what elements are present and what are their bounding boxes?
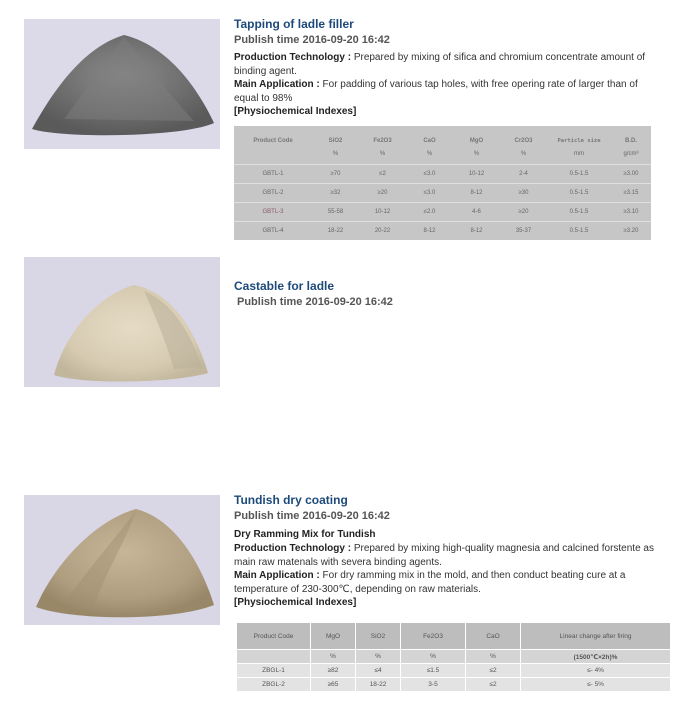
table-cell: ZBGL-2 [237, 678, 311, 692]
table-unit: % [311, 650, 356, 664]
table-header: Product Code [237, 623, 311, 650]
table-cell: 18-22 [327, 228, 344, 234]
main-application [234, 78, 654, 105]
publish-time: Publish time 2016-09-20 16:42 [234, 510, 390, 522]
table-cell: ≥20 [359, 184, 406, 203]
product-image[interactable] [24, 257, 220, 387]
publish-time: Publish time 2016-09-20 16:42 [234, 34, 390, 46]
table-cell: 0.5-1.5 [547, 165, 611, 184]
product-image[interactable] [24, 495, 220, 625]
table-cell: GBTL-1 [234, 165, 312, 184]
table-header: Fe2O3 [401, 623, 466, 650]
indexes-table [236, 622, 671, 692]
table-cell: ZBGL-1 [237, 664, 311, 678]
table-header: SiO2 [328, 137, 343, 144]
product-title[interactable]: Tapping of ladle filler [234, 17, 354, 31]
main-application [234, 569, 654, 596]
table-cell: ≤2 [466, 664, 521, 678]
table-unit: g/cm³ [611, 151, 651, 164]
table-unit: % [401, 650, 466, 664]
production-text: Prepared by mixing of sifica and chromium concentrate amount of binding agent. [234, 52, 646, 77]
table-cell: 10-12 [359, 203, 406, 222]
table-header-row [237, 623, 671, 650]
table-header: SiO2 [356, 623, 401, 650]
table-header: Particle size [557, 137, 601, 144]
table-unit: % [466, 650, 521, 664]
table-unit: % [359, 151, 406, 164]
table-header: Fe2O3 [373, 137, 392, 144]
publish-time: Publish time 2016-09-20 16:42 [237, 296, 393, 308]
table-cell: 0.5-1.5 [547, 184, 611, 203]
table-unit: % [406, 151, 453, 164]
table-unit: (1500℃×2h)% [521, 650, 671, 664]
product-title[interactable]: Tundish dry coating [234, 493, 348, 507]
table-header: CaO [466, 623, 521, 650]
table-cell: 8-12 [423, 228, 436, 234]
table-cell: ≥82 [311, 664, 356, 678]
table-cell: ≥70 [312, 165, 359, 184]
production-label: Production Technology : [234, 52, 352, 63]
table-unit-row [234, 151, 651, 164]
table-cell: 2-4 [500, 165, 547, 184]
table-row [234, 165, 651, 184]
table-unit: % [453, 151, 500, 164]
table-row [237, 678, 671, 692]
production-label: Production Technology : [234, 543, 352, 554]
table-cell: ≤- 5% [521, 678, 671, 692]
table-cell: ≥32 [312, 184, 359, 203]
beige-powder-image [24, 257, 220, 387]
table-row [234, 184, 651, 203]
application-text: For padding of various tap holes, with free opering rate of larger than of equal to 98% [234, 79, 638, 104]
table-cell: 20-22 [374, 228, 391, 234]
table-row [234, 222, 651, 240]
table-header: MgO [311, 623, 356, 650]
table-cell: ≥3.10 [611, 203, 651, 222]
product-title[interactable]: Castable for ladle [234, 279, 335, 293]
table-cell: 3-5 [401, 678, 466, 692]
product-image[interactable] [24, 19, 220, 149]
table-cell: ≥65 [311, 678, 356, 692]
table-cell: ≤3.0 [406, 165, 453, 184]
production-text: Prepared by mixing high-quality magnesia and calcined forstente as main raw matenals with severa binding agents. [234, 543, 654, 568]
table-cell: ≤2 [466, 678, 521, 692]
table-header: Linear change after firing [521, 623, 671, 650]
table-cell: ≤2.0 [406, 203, 453, 222]
table-cell: 8-12 [470, 228, 483, 234]
table-cell: ≥30 [500, 184, 547, 203]
product-subtitle: Dry Ramming Mix for Tundish [234, 529, 376, 540]
table-cell: ≥3.00 [611, 165, 651, 184]
indexes-table [234, 126, 651, 240]
table-cell: 35-37 [515, 228, 532, 234]
table-cell: 18-22 [356, 678, 401, 692]
table-unit: % [312, 151, 359, 164]
table-cell: 4-6 [453, 203, 500, 222]
table-cell: ≤- 4% [521, 664, 671, 678]
table-row [237, 664, 671, 678]
table-unit: % [500, 151, 547, 164]
table-cell: 0.5-1.5 [547, 203, 611, 222]
application-label: Main Application : [234, 79, 320, 90]
table-cell: GBTL-3 [234, 203, 312, 222]
indexes-label: [Physiochemical Indexes] [234, 106, 357, 117]
application-label: Main Application : [234, 570, 320, 581]
table-cell: ≥3.20 [623, 228, 639, 234]
table-unit-row [237, 650, 671, 664]
table-cell: GBTL-2 [234, 184, 312, 203]
table-cell: 55-58 [312, 203, 359, 222]
grey-powder-image [24, 19, 220, 149]
table-cell: 8-12 [453, 184, 500, 203]
table-header: B.D. [625, 137, 637, 144]
table-cell: ≥3.15 [611, 184, 651, 203]
table-row [234, 203, 651, 222]
table-cell: ≤2 [359, 165, 406, 184]
production-technology [234, 542, 654, 569]
table-cell: 10-12 [453, 165, 500, 184]
table-unit: mm [547, 151, 611, 164]
table-unit [234, 151, 312, 164]
table-cell: ≤4 [356, 664, 401, 678]
table-header: CaO [423, 137, 436, 144]
table-header: Product Code [253, 137, 293, 144]
table-header: Cr2O3 [514, 137, 533, 144]
table-cell: 0.5-1.5 [569, 228, 589, 234]
tan-powder-image [24, 495, 220, 625]
table-unit [237, 650, 311, 664]
application-text: For dry ramming mix in the mold, and then conduct beating cure at a temperature of 230-300℃, depending on raw materials. [234, 570, 626, 595]
table-cell: GBTL-4 [262, 228, 284, 234]
table-header: MgO [469, 137, 484, 144]
table-cell: ≥20 [500, 203, 547, 222]
table-cell: ≤3.0 [406, 184, 453, 203]
table-cell: ≤1.5 [401, 664, 466, 678]
table-header-row [234, 126, 651, 151]
indexes-label: [Physiochemical Indexes] [234, 597, 357, 608]
table-unit: % [356, 650, 401, 664]
production-technology [234, 51, 654, 78]
